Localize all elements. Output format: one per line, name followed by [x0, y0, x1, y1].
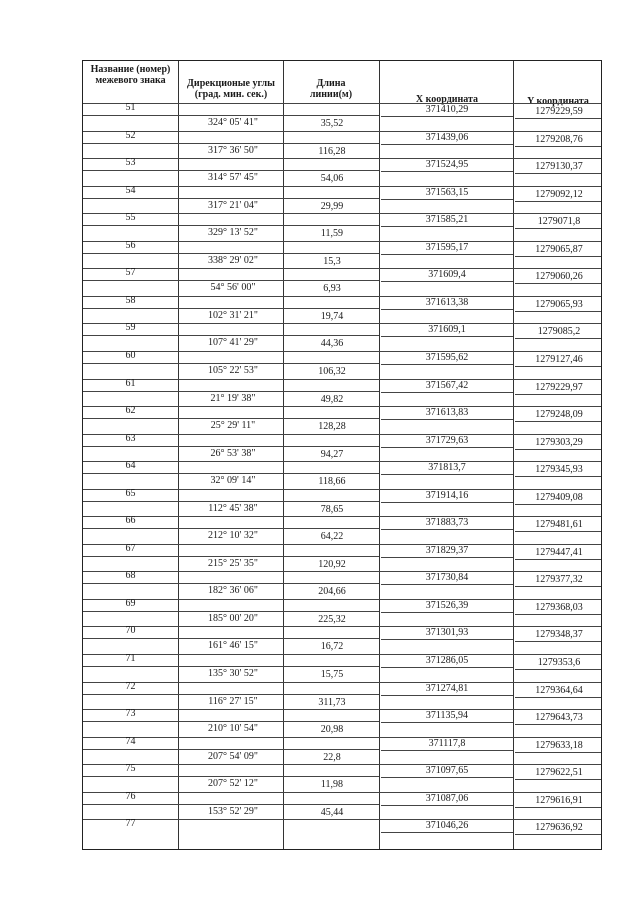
row-divider — [515, 449, 601, 450]
direction-angle: 102° 31' 21" — [208, 309, 258, 321]
line-length: 106,32 — [318, 365, 346, 377]
y-coordinate: 1279071,8 — [537, 216, 581, 228]
row-divider — [83, 776, 379, 777]
point-name: 61 — [125, 377, 136, 389]
point-name: 68 — [125, 570, 136, 582]
x-coordinate: 371046,26 — [425, 820, 469, 832]
x-coordinate: 371087,06 — [425, 792, 469, 804]
y-coordinate: 1279353,6 — [537, 657, 581, 668]
row-divider — [83, 638, 379, 639]
column-divider — [379, 61, 380, 849]
y-coordinate: 1279229,97 — [535, 381, 583, 393]
point-name: 77 — [125, 818, 136, 830]
row-divider — [515, 504, 601, 505]
direction-angle: 207° 54' 09" — [208, 750, 258, 762]
x-coordinate: 371410,29 — [425, 104, 469, 115]
row-divider — [381, 254, 513, 255]
y-coordinate: 1279208,76 — [535, 133, 583, 145]
row-divider — [515, 724, 601, 725]
x-coordinate: 371609,1 — [428, 324, 466, 336]
line-length: 78,65 — [320, 503, 344, 515]
x-coordinate: 371613,38 — [425, 296, 469, 308]
x-coordinate: 371883,73 — [425, 517, 469, 529]
row-divider — [83, 308, 379, 309]
x-coordinate: 371524,95 — [425, 159, 469, 171]
line-length: 128,28 — [318, 421, 346, 433]
row-divider — [515, 283, 601, 284]
y-coordinate: 1279065,93 — [535, 298, 583, 310]
row-divider — [381, 171, 513, 172]
direction-angle: 215° 25' 35" — [208, 557, 258, 569]
row-divider — [381, 612, 513, 613]
row-divider — [381, 392, 513, 393]
line-length: 94,27 — [320, 448, 344, 460]
direction-angle: 112° 45' 38" — [208, 502, 258, 514]
direction-angle: 182° 36' 06" — [208, 585, 258, 597]
y-coordinate: 1279229,59 — [535, 106, 583, 117]
line-length: 44,36 — [320, 338, 344, 350]
x-coordinate: 371439,06 — [425, 131, 469, 143]
point-name: 55 — [125, 212, 136, 224]
y-coordinate: 1279409,08 — [535, 491, 583, 503]
point-name: 62 — [125, 405, 136, 417]
row-divider — [83, 335, 379, 336]
row-divider — [515, 228, 601, 229]
header-x: X координата — [415, 94, 479, 105]
row-divider — [515, 834, 601, 835]
direction-angle: 25° 29' 11" — [210, 420, 256, 432]
direction-angle: 26° 53' 38" — [210, 447, 256, 459]
x-coordinate: 371567,42 — [425, 379, 469, 391]
y-coordinate: 1279303,29 — [535, 436, 583, 448]
row-divider — [515, 586, 601, 587]
y-coordinate: 1279616,91 — [535, 794, 583, 806]
row-divider — [83, 143, 379, 144]
coordinates-table — [82, 60, 602, 850]
y-coordinate: 1279481,61 — [535, 519, 583, 531]
column-divider — [513, 61, 514, 849]
row-divider — [83, 115, 379, 116]
line-length: 22,8 — [323, 751, 341, 763]
direction-angle: 210° 10' 54" — [208, 723, 258, 735]
row-divider — [381, 419, 513, 420]
direction-angle: 54° 56' 00" — [210, 282, 256, 294]
row-divider — [381, 226, 513, 227]
row-divider — [83, 198, 379, 199]
row-divider — [515, 476, 601, 477]
point-name: 54 — [125, 184, 136, 196]
row-divider — [381, 557, 513, 558]
row-divider — [515, 173, 601, 174]
direction-angle: 32° 09' 14" — [210, 475, 256, 487]
row-divider — [83, 749, 379, 750]
row-divider — [515, 394, 601, 395]
row-divider — [83, 501, 379, 502]
y-coordinate: 1279127,46 — [535, 353, 583, 365]
y-coordinate: 1279130,37 — [535, 161, 583, 173]
line-length: 49,82 — [320, 393, 344, 405]
x-coordinate: 371595,62 — [425, 351, 469, 363]
x-coordinate: 371613,83 — [425, 407, 469, 419]
point-name: 66 — [125, 515, 136, 527]
x-coordinate: 371914,16 — [425, 489, 469, 501]
row-divider — [83, 446, 379, 447]
x-coordinate: 371286,05 — [425, 655, 469, 666]
direction-angle: 317° 36' 50" — [208, 144, 258, 156]
y-coordinate: 1279060,26 — [535, 271, 583, 283]
y-coordinate: 1279643,73 — [535, 712, 583, 724]
direction-angle: 338° 29' 02" — [208, 254, 258, 266]
row-divider — [83, 170, 379, 171]
line-length: 45,44 — [320, 806, 344, 818]
header-name: Название (номер) межевого знака — [90, 64, 171, 86]
row-divider — [381, 750, 513, 751]
line-length: 120,92 — [318, 558, 346, 570]
y-coordinate: 1279092,12 — [535, 188, 583, 200]
x-coordinate: 371729,63 — [425, 434, 469, 446]
direction-angle: 317° 21' 04" — [208, 199, 258, 211]
point-name: 72 — [125, 680, 136, 692]
row-divider — [381, 364, 513, 365]
point-name: 76 — [125, 790, 136, 802]
row-divider — [515, 779, 601, 780]
row-divider — [381, 336, 513, 337]
row-divider — [83, 225, 379, 226]
line-length: 15,75 — [320, 669, 344, 680]
point-name: 65 — [125, 487, 136, 499]
row-divider — [515, 146, 601, 147]
direction-angle: 161° 46' 15" — [208, 640, 258, 652]
line-length: 11,59 — [320, 228, 344, 240]
row-divider — [515, 614, 601, 615]
row-divider — [83, 253, 379, 254]
point-name: 52 — [125, 129, 136, 141]
header-angles: Дирекционые углы (град. мин. сек.) — [187, 78, 275, 100]
row-divider — [515, 752, 601, 753]
line-length: 20,98 — [320, 724, 344, 736]
direction-angle: 116° 27' 15" — [208, 695, 258, 707]
row-divider — [515, 366, 601, 367]
header-length: Длина линии(м) — [309, 78, 353, 100]
row-divider — [83, 556, 379, 557]
direction-angle: 185° 00' 20" — [208, 612, 258, 624]
row-divider — [83, 694, 379, 695]
row-divider — [83, 473, 379, 474]
row-divider — [381, 832, 513, 833]
x-coordinate: 371526,39 — [425, 599, 469, 611]
x-coordinate: 371813,7 — [428, 462, 466, 474]
point-name: 57 — [125, 267, 136, 279]
point-name: 71 — [125, 653, 136, 664]
direction-angle: 314° 57' 45" — [208, 172, 258, 184]
row-divider — [83, 804, 379, 805]
x-coordinate: 371585,21 — [425, 214, 469, 226]
y-coordinate: 1279085,2 — [537, 326, 581, 338]
row-divider — [83, 280, 379, 281]
x-coordinate: 371274,81 — [425, 682, 469, 694]
row-divider — [515, 559, 601, 560]
point-name: 53 — [125, 157, 136, 169]
direction-angle: 105° 22' 53" — [208, 364, 258, 376]
point-name: 69 — [125, 597, 136, 609]
direction-angle: 153° 52' 29" — [208, 805, 258, 817]
x-coordinate: 371609,4 — [428, 269, 466, 281]
row-divider — [381, 502, 513, 503]
x-coordinate: 371301,93 — [425, 627, 469, 639]
row-divider — [381, 805, 513, 806]
point-name: 59 — [125, 322, 136, 334]
line-length: 54,06 — [320, 173, 344, 185]
row-divider — [83, 363, 379, 364]
row-divider — [381, 447, 513, 448]
y-coordinate: 1279377,32 — [535, 574, 583, 586]
point-name: 63 — [125, 432, 136, 444]
row-divider — [381, 474, 513, 475]
y-coordinate: 1279065,87 — [535, 243, 583, 255]
row-divider — [381, 309, 513, 310]
point-name: 70 — [125, 625, 136, 637]
line-length: 64,22 — [320, 531, 344, 543]
direction-angle: 135° 30' 52" — [208, 668, 258, 679]
point-name: 73 — [125, 708, 136, 720]
line-length: 35,52 — [320, 118, 344, 129]
line-length: 225,32 — [318, 613, 346, 625]
point-name: 67 — [125, 542, 136, 554]
line-length: 204,66 — [318, 586, 346, 598]
point-name: 56 — [125, 239, 136, 251]
row-divider — [83, 528, 379, 529]
y-coordinate: 1279345,93 — [535, 464, 583, 476]
point-name: 51 — [125, 102, 136, 113]
y-coordinate: 1279364,64 — [535, 684, 583, 696]
direction-angle: 207° 52' 12" — [208, 778, 258, 790]
line-length: 16,72 — [320, 641, 344, 653]
row-divider — [515, 201, 601, 202]
row-divider — [381, 695, 513, 696]
line-length: 19,74 — [320, 310, 344, 322]
direction-angle: 212° 10' 32" — [208, 530, 258, 542]
row-divider — [515, 311, 601, 312]
x-coordinate: 371097,65 — [425, 765, 469, 777]
row-divider — [83, 666, 379, 667]
line-length: 118,66 — [318, 476, 346, 488]
y-coordinate: 1279248,09 — [535, 409, 583, 421]
direction-angle: 329° 13' 52" — [208, 227, 258, 239]
y-coordinate: 1279633,18 — [535, 739, 583, 751]
x-coordinate: 371595,17 — [425, 241, 469, 253]
point-name: 64 — [125, 460, 136, 472]
direction-angle: 107° 41' 29" — [208, 337, 258, 349]
row-divider — [83, 611, 379, 612]
row-divider — [515, 697, 601, 698]
y-coordinate: 1279348,37 — [535, 629, 583, 641]
x-coordinate: 371563,15 — [425, 186, 469, 198]
row-divider — [83, 391, 379, 392]
row-divider — [515, 118, 601, 119]
direction-angle: 324° 05' 41" — [208, 117, 258, 128]
row-divider — [381, 777, 513, 778]
point-name: 75 — [125, 763, 136, 775]
row-divider — [83, 721, 379, 722]
x-coordinate: 371117,8 — [428, 737, 466, 749]
row-divider — [381, 639, 513, 640]
row-divider — [381, 722, 513, 723]
row-divider — [381, 529, 513, 530]
row-divider — [515, 421, 601, 422]
y-coordinate: 1279622,51 — [535, 767, 583, 779]
y-coordinate: 1279636,92 — [535, 822, 583, 834]
row-divider — [515, 669, 601, 670]
point-name: 74 — [125, 735, 136, 747]
row-divider — [381, 199, 513, 200]
line-length: 15,3 — [323, 255, 341, 267]
line-length: 11,98 — [320, 779, 344, 791]
line-length: 116,28 — [318, 145, 346, 157]
row-divider — [381, 144, 513, 145]
x-coordinate: 371829,37 — [425, 544, 469, 556]
y-coordinate: 1279368,03 — [535, 601, 583, 613]
header-y: Y координата — [527, 96, 589, 107]
line-length: 311,73 — [318, 696, 346, 708]
point-name: 60 — [125, 349, 136, 361]
row-divider — [515, 807, 601, 808]
row-divider — [515, 531, 601, 532]
row-divider — [515, 256, 601, 257]
row-divider — [83, 583, 379, 584]
row-divider — [83, 418, 379, 419]
line-length: 29,99 — [320, 200, 344, 212]
row-divider — [381, 116, 513, 117]
row-divider — [381, 667, 513, 668]
row-divider — [381, 584, 513, 585]
row-divider — [515, 641, 601, 642]
row-divider — [515, 338, 601, 339]
row-divider — [381, 281, 513, 282]
line-length: 6,93 — [323, 283, 341, 295]
y-coordinate: 1279447,41 — [535, 546, 583, 558]
direction-angle: 21° 19' 38" — [210, 392, 256, 404]
point-name: 58 — [125, 294, 136, 306]
x-coordinate: 371135,94 — [425, 710, 469, 722]
x-coordinate: 371730,84 — [425, 572, 469, 584]
